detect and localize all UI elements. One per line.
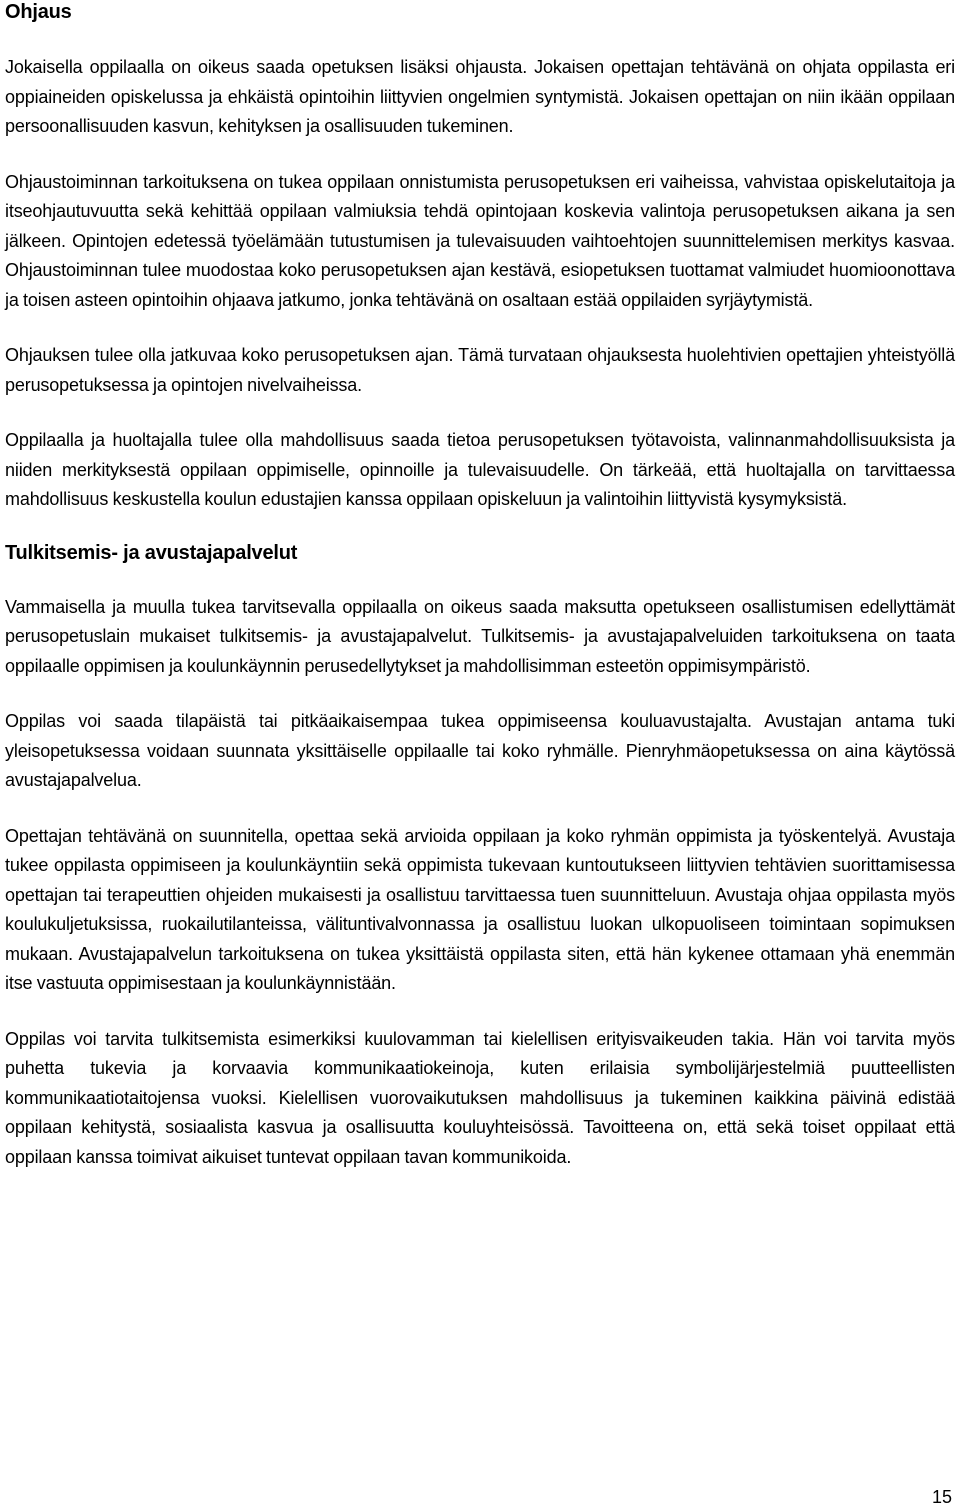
paragraph-ohjaus-4: Oppilaalla ja huoltajalla tulee olla mahdollisuus saada tietoa perusopetuksen työtavoista, valinnanmahdollisuuksista ja niiden merkityksestä oppilaan oppimiselle, opinnoille ja tulevaisuudelle. On tärkeää, että huoltajalla on tarvittaessa mahdollisuus keskustella koulun edustajien kanssa oppilaan opiskeluun ja valintoihin liittyvistä kysymyksistä. [5, 430, 955, 509]
document-page [5, 0, 955, 1172]
paragraph-tulkitsemis-3: Opettajan tehtävänä on suunnitella, opettaa sekä arvioida oppilaan ja koko ryhmän oppimista ja työskentelyä. Avustaja tukee oppilasta oppimiseen ja koulunkäyntiin sekä oppimista tukevaan kuntoutukseen liittyvien tehtävien suorittamisessa opettajan tai terapeuttien ohjeiden mukaisesti ja osallistuu tarvittaessa tuen suunnitteluun. Avustaja ohjaa oppilasta myös koulukuljetuksissa, ruokailutilanteissa, välituntivalvonnassa ja osallistuu luokan ulkopuoliseen toimintaan sopimuksen mukaan. Avustajapalvelun tarkoituksena on tukea yksittäistä oppilasta siten, että hän kykenee ottamaan yhä enemmän itse vastuuta oppimisestaan ja koulunkäynnistään. [5, 825, 955, 993]
section-heading-ohjaus: Ohjaus [5, 1, 72, 23]
section-heading-tulkitsemis: Tulkitsemis- ja avustajapalvelut [5, 541, 298, 564]
paragraph-tulkitsemis-2: Oppilas voi saada tilapäistä tai pitkäaikaisempaa tukea oppimiseensa kouluavustajalta. Avustajan antama tuki yleisopetuksessa voidaan suunnata yksittäiselle oppilaalle tai koko ryhmälle. Pienryhmäopetuksessa on aina käytössä avustajapalvelua. [5, 711, 955, 790]
paragraph-ohjaus-3: Ohjauksen tulee olla jatkuvaa koko perusopetuksen ajan. Tämä turvataan ohjauksesta huolehtivien opettajien yhteistyöllä perusopetuksessa ja opintojen nivelvaiheissa. [5, 345, 955, 395]
paragraph-tulkitsemis-1: Vammaisella ja muulla tukea tarvitsevalla oppilaalla on oikeus saada maksutta opetukseen osallistumisen edellyttämät perusopetuslain mukaiset tulkitsemis- ja avustajapalvelut. Tulkitsemis- ja avustajapalveluiden tarkoituksena on taata oppilaalle oppimisen ja koulunkäynnin perusedellytykset ja mahdollisimman esteetön oppimisympäristö. [5, 596, 955, 676]
page-number: 15 [931, 1487, 952, 1507]
paragraph-ohjaus-2: Ohjaustoiminnan tarkoituksena on tukea oppilaan onnistumista perusopetuksen eri vaiheissa, vahvistaa opiskelutaitoja ja itseohjautuvuutta sekä kehittää oppilaan valmiuksia tehdä opintojaan koskevia valintoja perusopetuksen aikana ja sen jälkeen. Opintojen edetessä työelämään tutustumisen ja tulevaisuuden vaihtoehtojen suunnittelemisen merkitys kasvaa. Ohjaustoiminnan tulee muodostaa koko perusopetuksen ajan kestävä, esiopetuksen tuottamat valmiudet huomioonottava ja toisen asteen opintoihin ohjaava jatkumo, jonka tehtävänä on osaltaan estää oppilaiden syrjäytymistä. [5, 171, 955, 310]
paragraph-tulkitsemis-4: Oppilas voi tarvita tulkitsemista esimerkiksi kuulovamman tai kielellisen erityisvaikeuden takia. Hän voi tarvita myös puhetta tukevia ja korvaavia kommunikaatiokeinoja, kuten erilaisia symbolijärjestelmiä puutteellisten kommunikaatiotaitojensa vuoksi. Kielellisen vuorovaikutuksen mahdollisuus ja tukeminen kaikkina päivinä edistää oppilaan kehitystä, sosiaalista kasvua ja osallisuutta kouluyhteisössä. Tavoitteena on, että sekä toiset oppilaat että oppilaan kanssa toimivat aikuiset tuntevat oppilaan tavan kommunikoida. [5, 1028, 955, 1167]
paragraph-ohjaus-1: Jokaisella oppilaalla on oikeus saada opetuksen lisäksi ohjausta. Jokaisen opettajan tehtävänä on ohjata oppilasta eri oppiaineiden opiskelussa ja ehkäistä opintoihin liittyvien ongelmien syntymistä. Jokaisen opettajan on niin ikään oppilaan persoonallisuuden kasvun, kehityksen ja osallisuuden tukeminen. [5, 57, 955, 136]
